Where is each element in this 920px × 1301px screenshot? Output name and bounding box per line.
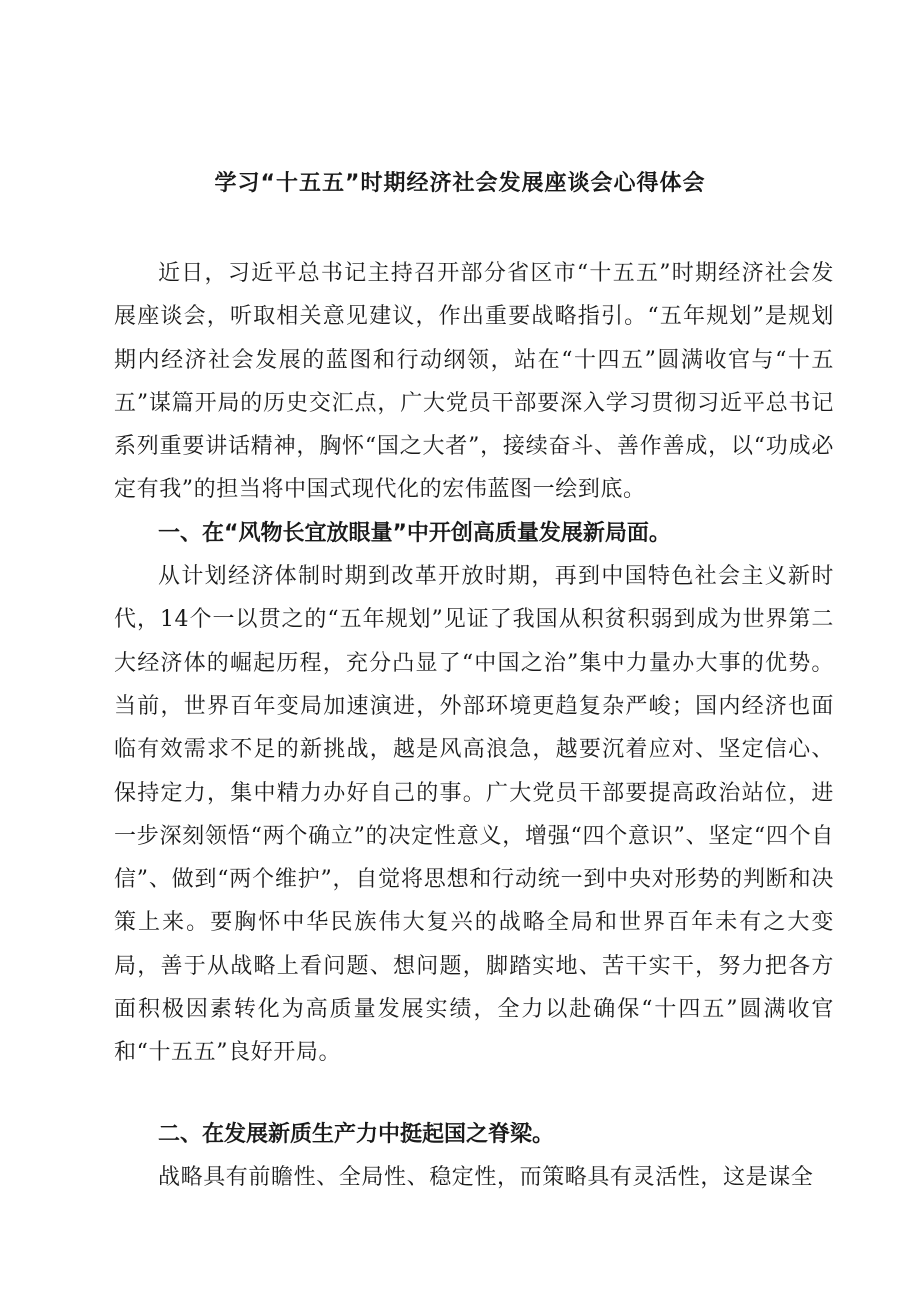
- section-1-paragraph: 从计划经济体制时期到改革开放时期，再到中国特色社会主义新时代，14个一以贯之的“五年规划”见证了我国从积贫积弱到成为世界第二大经济体的崛起历程，充分凸显了“中国之治”集中力量办大事的优势。当前，世界百年变局加速演进，外部环境更趋复杂严峻；国内经济也面临有效需求不足的新挑战，越是风高浪急，越要沉着应对、坚定信心、保持定力，集中精力办好自己的事。广大党员干部要提高政治站位，进一步深刻领悟“两个确立”的决定性意义，增强“四个意识”、坚定“四个自信”、做到“两个维护”，自觉将思想和行动统一到中央对形势的判断和决策上来。要胸怀中华民族伟大复兴的战略全局和世界百年未有之大变局，善于从战略上看问题、想问题，脚踏实地、苦干实干，努力把各方面积极因素转化为高质量发展实绩，全力以赴确保“十四五”圆满收官和“十五五”良好开局。: [114, 564, 834, 1066]
- section-heading-2: 二、在发展新质生产力中挺起国之脊梁。: [158, 1121, 555, 1147]
- section-2-paragraph: 战略具有前瞻性、全局性、稳定性，而策略具有灵活性，这是谋全: [158, 1164, 814, 1190]
- section-heading-1: 一、在“风物长宜放眼量”中开创高质量发展新局面。: [158, 520, 671, 546]
- document-title: 学习“十五五”时期经济社会发展座谈会心得体会: [214, 171, 706, 196]
- document-body: [114, 252, 834, 1199]
- section-spacer: [114, 1075, 834, 1113]
- intro-paragraph: 近日，习近平总书记主持召开部分省区市“十五五”时期经济社会发展座谈会，听取相关意见建议，作出重要战略指引。“五年规划”是规划期内经济社会发展的蓝图和行动纲领，站在“十四五”圆满收官与“十五五”谋篇开局的历史交汇点，广大党员干部要深入学习贯彻习近平总书记系列重要讲话精神，胸怀“国之大者”，接续奋斗、善作善成，以“功成必定有我”的担当将中国式现代化的宏伟蓝图一绘到底。: [114, 261, 834, 503]
